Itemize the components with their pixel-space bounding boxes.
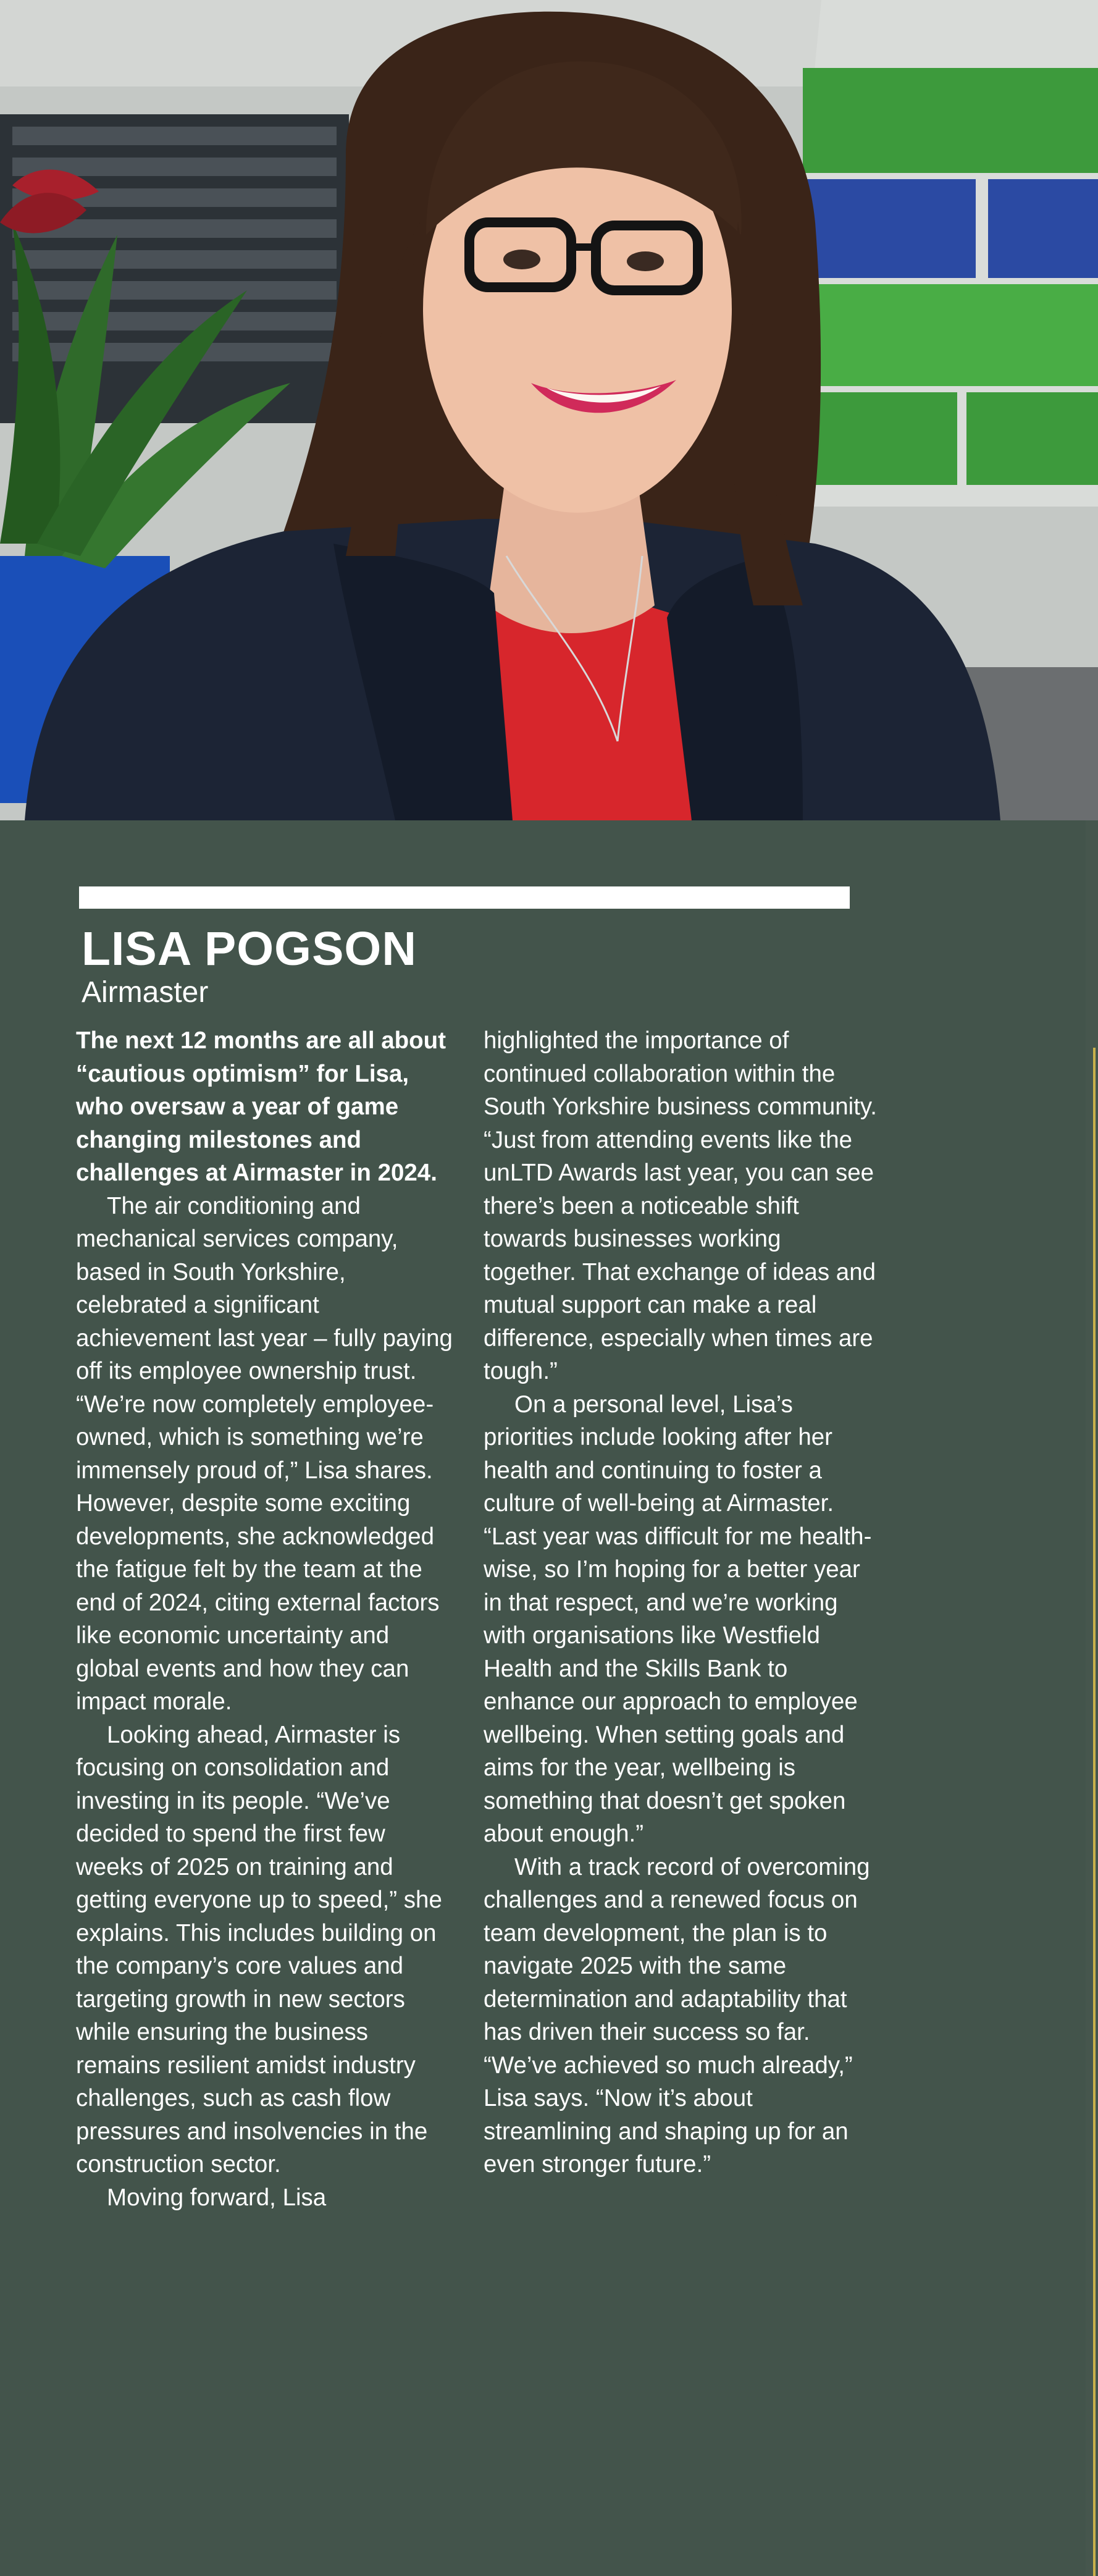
paragraph: highlighted the importance of continued collaboration within the South Yorkshire business community. “Just from attending events like the unLTD Awards last year, you can see there’s been a noticeable shift towards businesses working together. That exchange of ideas and mutual support can make a real difference, especially when times are tough.” [484, 1027, 877, 1384]
page-edge [1086, 820, 1098, 2576]
article-column-left [76, 1024, 459, 2214]
standfirst: The next 12 months are all about “cautious optimism” for Lisa, who oversaw a year of game changing milestones and challenges at Airmaster in 2024. [76, 1027, 446, 1186]
title-rule [79, 886, 850, 909]
portrait-photo [0, 0, 1098, 820]
edge-line [1093, 1048, 1096, 2576]
company-name: Airmaster [82, 976, 209, 1009]
person-name: LISA POGSON [82, 922, 417, 975]
paragraph: Moving forward, Lisa [107, 2184, 327, 2211]
paragraph: Looking ahead, Airmaster is focusing on consolidation and investing in its people. “We’ve decided to spend the first few weeks of 2025 on training and getting everyone up to speed,” she explains. This includes building on the company’s core values and targeting growth in new sectors while ensuring the business remains resilient amidst industry challenges, such as cash flow pressures and insolvencies in the construction sector. [76, 1721, 442, 2178]
paragraph: With a track record of overcoming challenges and a renewed focus on team development, the plan is to navigate 2025 with the same determination and adaptability that has driven their success so far. “We’ve achieved so much already,” Lisa says. “Now it’s about streamlining and shaping up for an even stronger future.” [484, 1853, 870, 2178]
paragraph: On a personal level, Lisa’s priorities include looking after her health and continuing to foster a culture of well-being at Airmaster. “Last year was difficult for me health-wise, so I’m hoping for a better year in that respect, and we’re working with organisations like Westfield Health and the Skills Bank to enhance our approach to employee wellbeing. When setting goals and aims for the year, wellbeing is something that doesn’t get spoken about enough.” [484, 1391, 872, 1847]
paragraph: The air conditioning and mechanical services company, based in South Yorkshire, celebrated a significant achievement last year – fully paying off its employee ownership trust. “We’re now completely employee-owned, which is something we’re immensely proud of,” Lisa shares. However, despite some exciting developments, she acknowledged the fatigue felt by the team at the end of 2024, citing external factors like economic uncertainty and global events and how they can impact morale. [76, 1192, 453, 1715]
portrait-illustration [0, 0, 1098, 820]
wall-infographic [772, 0, 1098, 507]
article-column-right [484, 1024, 879, 2181]
